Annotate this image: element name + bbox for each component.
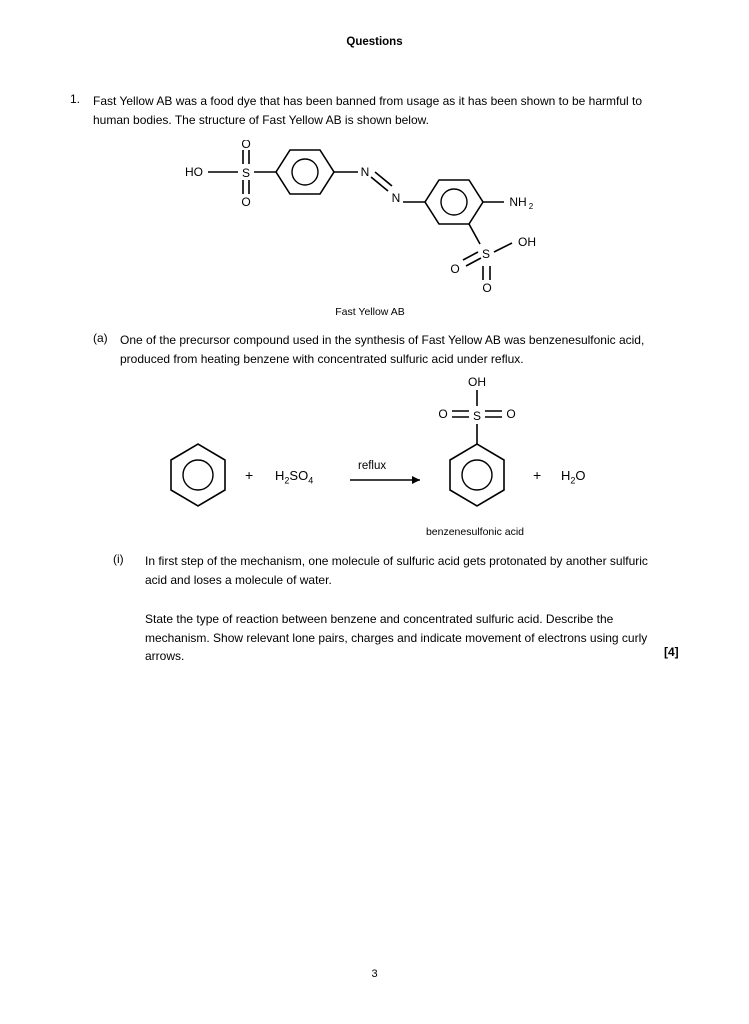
reagent-h: H [275, 468, 285, 483]
fast-yellow-ab-structure [180, 140, 560, 300]
svg-text:O: O [506, 407, 516, 421]
svg-text:HO: HO [185, 165, 203, 179]
part-i-text-2: State the type of reaction between benzene and concentrated sulfuric acid. Describe the mechanism. Show relevant lone pairs, charges and indicate movement of electrons using curly arrows. [145, 612, 648, 664]
water-h: H [561, 468, 571, 483]
svg-text:S: S [481, 247, 491, 261]
water-o: O [575, 468, 586, 483]
svg-text:O: O [482, 281, 492, 295]
svg-text:S: S [472, 409, 482, 423]
svg-text:S: S [241, 166, 251, 180]
svg-text:N: N [360, 165, 370, 179]
structure-caption-benzenesulfonic-acid: benzenesulfonic acid [425, 526, 525, 538]
part-i-text-1: In first step of the mechanism, one molecule of sulfuric acid gets protonated by another sulfuric acid and loses a molecule of water. [145, 554, 648, 587]
svg-text:O: O [241, 195, 251, 209]
part-a-label: (a) [93, 331, 108, 345]
reagent-h-sub: 2 [284, 475, 290, 486]
reaction-scheme [160, 370, 600, 520]
page-header-title: Questions [346, 36, 403, 48]
svg-text:O: O [438, 407, 448, 421]
svg-text:O: O [450, 262, 460, 276]
question-number: 1. [70, 92, 81, 106]
svg-text:OH: OH [468, 375, 486, 389]
scheme-plus-1: + [245, 467, 254, 483]
scheme-product-water [561, 468, 586, 486]
part-a-text: One of the precursor compound used in the synthesis of Fast Yellow AB was benzenesulfonic acid, produced from heating benzene with concentrated sulfuric acid under reflux. [120, 333, 645, 366]
arrow-label-reflux: reflux [358, 460, 387, 472]
svg-text:O: O [241, 140, 251, 151]
part-i-label: (i) [113, 552, 124, 566]
svg-text:N: N [391, 191, 401, 205]
page-number: 3 [371, 968, 378, 980]
structure-caption-fast-yellow: Fast Yellow AB [335, 306, 405, 318]
reagent-so: SO [289, 468, 309, 483]
reagent-so-sub: 4 [308, 475, 314, 486]
svg-text:NH: NH [509, 195, 527, 209]
scheme-reagent-h2so4 [275, 468, 313, 486]
question-text: Fast Yellow AB was a food dye that has been banned from usage as it has been shown to be harmful to human bodies. The structure of Fast Yellow AB is shown below. [93, 94, 643, 127]
marks-allocation: [4] [664, 645, 679, 659]
svg-text:OH: OH [518, 235, 536, 249]
scheme-plus-2: + [533, 467, 542, 483]
water-h-sub: 2 [570, 475, 576, 486]
svg-text:2: 2 [528, 202, 534, 211]
